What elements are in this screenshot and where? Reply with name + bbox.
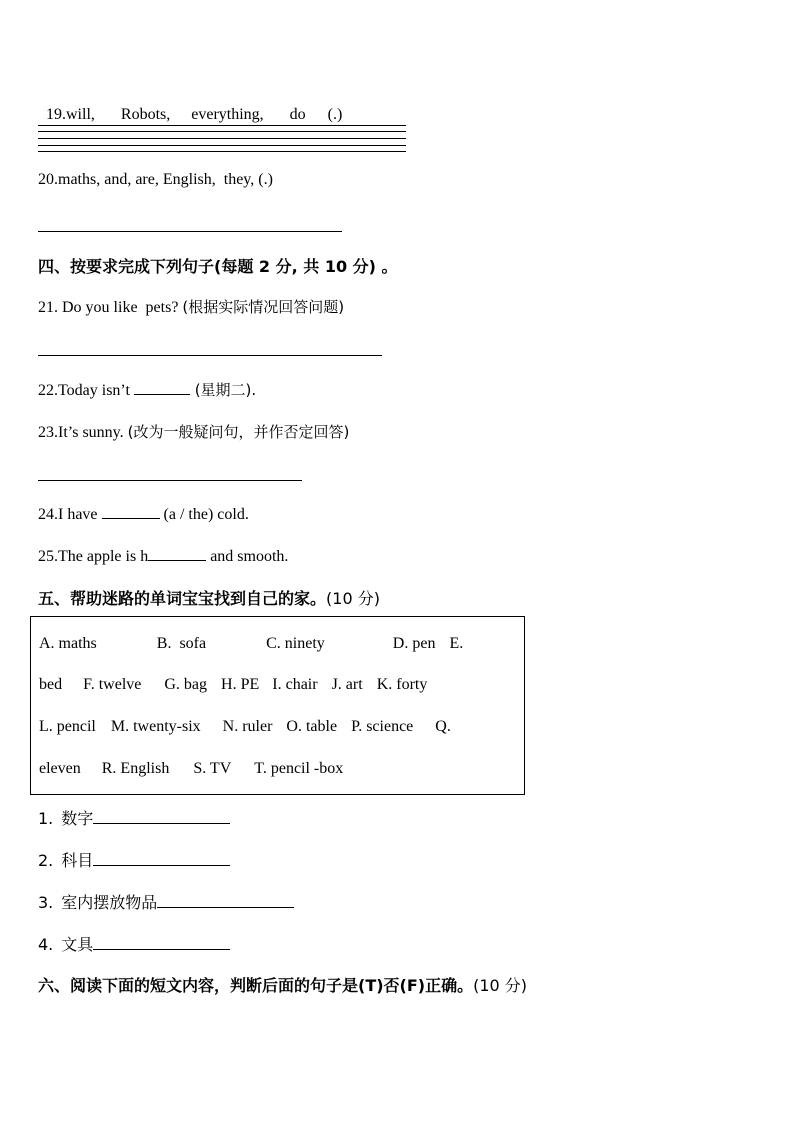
category-blank[interactable]: [93, 851, 230, 866]
word-item: T. pencil -box: [254, 760, 344, 777]
word-item: N. ruler: [222, 718, 273, 735]
answer-line: [38, 151, 406, 152]
q23-instruction: (改为一般疑问句，并作否定回答): [127, 423, 350, 441]
q25-before: 25.The apple is h: [38, 548, 149, 565]
category-blank[interactable]: [93, 935, 230, 950]
category-stationery: 4. 文具: [38, 932, 230, 955]
q24-after: (a / the) cold.: [159, 506, 249, 523]
word-item: M. twenty-six: [110, 718, 201, 735]
q19-word: (.): [327, 106, 343, 123]
word-item: G. bag: [164, 676, 208, 693]
answer-line: [38, 138, 406, 139]
q19-num: 19.: [46, 106, 66, 123]
q19-word: everything,: [191, 106, 264, 123]
q21-instruction: (根据实际情况回答问题): [182, 298, 345, 316]
answer-line: [38, 145, 406, 146]
answer-line: [38, 131, 406, 132]
answer-line[interactable]: [38, 480, 302, 481]
answer-line[interactable]: [38, 231, 342, 232]
word-item: H. PE: [221, 676, 260, 693]
word-item: J. art: [331, 676, 363, 693]
question-22: [38, 379, 256, 400]
word-box: [30, 616, 525, 795]
word-item: R. English: [101, 760, 170, 777]
word-item: L. pencil: [39, 718, 96, 735]
q19-word: do: [289, 106, 306, 123]
q23-text: 23.It’s sunny.: [38, 424, 128, 441]
word-row: [39, 676, 427, 694]
q19-word: Robots,: [120, 106, 171, 123]
word-item: K. forty: [376, 676, 428, 693]
word-item: S. TV: [193, 760, 232, 777]
section-4-title: 四、按要求完成下列句子: [38, 257, 215, 276]
section-6-score: (10 分): [473, 976, 528, 995]
question-21: [38, 296, 344, 317]
word-row: [39, 718, 451, 736]
answer-line: [38, 125, 406, 126]
word-item: eleven: [39, 760, 81, 777]
q22-after: (星期二).: [189, 381, 257, 399]
word-item: B. sofa: [156, 635, 207, 652]
word-item: C. ninety: [266, 635, 325, 652]
question-20: 20.maths, and, are, English, they, (.): [38, 171, 273, 188]
word-row: [39, 760, 343, 778]
word-row: [39, 635, 463, 653]
q22-blank[interactable]: [134, 380, 190, 395]
section-6-heading: [38, 973, 527, 996]
category-subjects: 2. 科目: [38, 848, 230, 871]
section-6-title: 六、阅读下面的短文内容，判断后面的句子是(T)否(F)正确。: [38, 976, 474, 995]
question-25: [38, 546, 288, 566]
word-item: Q.: [435, 718, 451, 735]
q25-after: and smooth.: [206, 548, 289, 565]
question-24: [38, 504, 249, 524]
category-indoor-items: 3. 室内摆放物品: [38, 890, 294, 913]
answer-line[interactable]: [38, 355, 382, 356]
word-item: A. maths: [39, 635, 97, 652]
q19-word: will,: [66, 106, 95, 123]
word-item: bed: [39, 676, 63, 693]
question-23: [38, 421, 349, 442]
word-item: O. table: [286, 718, 338, 735]
section-4-score: (每题 2 分, 共 10 分) 。: [214, 257, 398, 276]
section-5-heading: [38, 586, 380, 609]
q24-before: 24.I have: [38, 506, 102, 523]
section-5-title: 五、帮助迷路的单词宝宝找到自己的家。: [38, 589, 327, 608]
category-numbers: 1. 数字: [38, 806, 230, 829]
category-blank[interactable]: [93, 809, 230, 824]
q25-blank[interactable]: [148, 546, 206, 561]
q24-blank[interactable]: [102, 504, 160, 519]
category-blank[interactable]: [157, 893, 294, 908]
q21-text: 21. Do you like pets?: [38, 299, 183, 316]
word-item: I. chair: [272, 676, 318, 693]
word-item: F. twelve: [83, 676, 142, 693]
question-19: [38, 88, 342, 124]
word-item: E.: [449, 635, 464, 652]
q22-before: 22.Today isn’t: [38, 382, 134, 399]
section-4-heading: [38, 254, 398, 277]
word-item: P. science: [351, 718, 414, 735]
section-5-score: (10 分): [326, 589, 380, 608]
word-item: D. pen: [392, 635, 436, 652]
